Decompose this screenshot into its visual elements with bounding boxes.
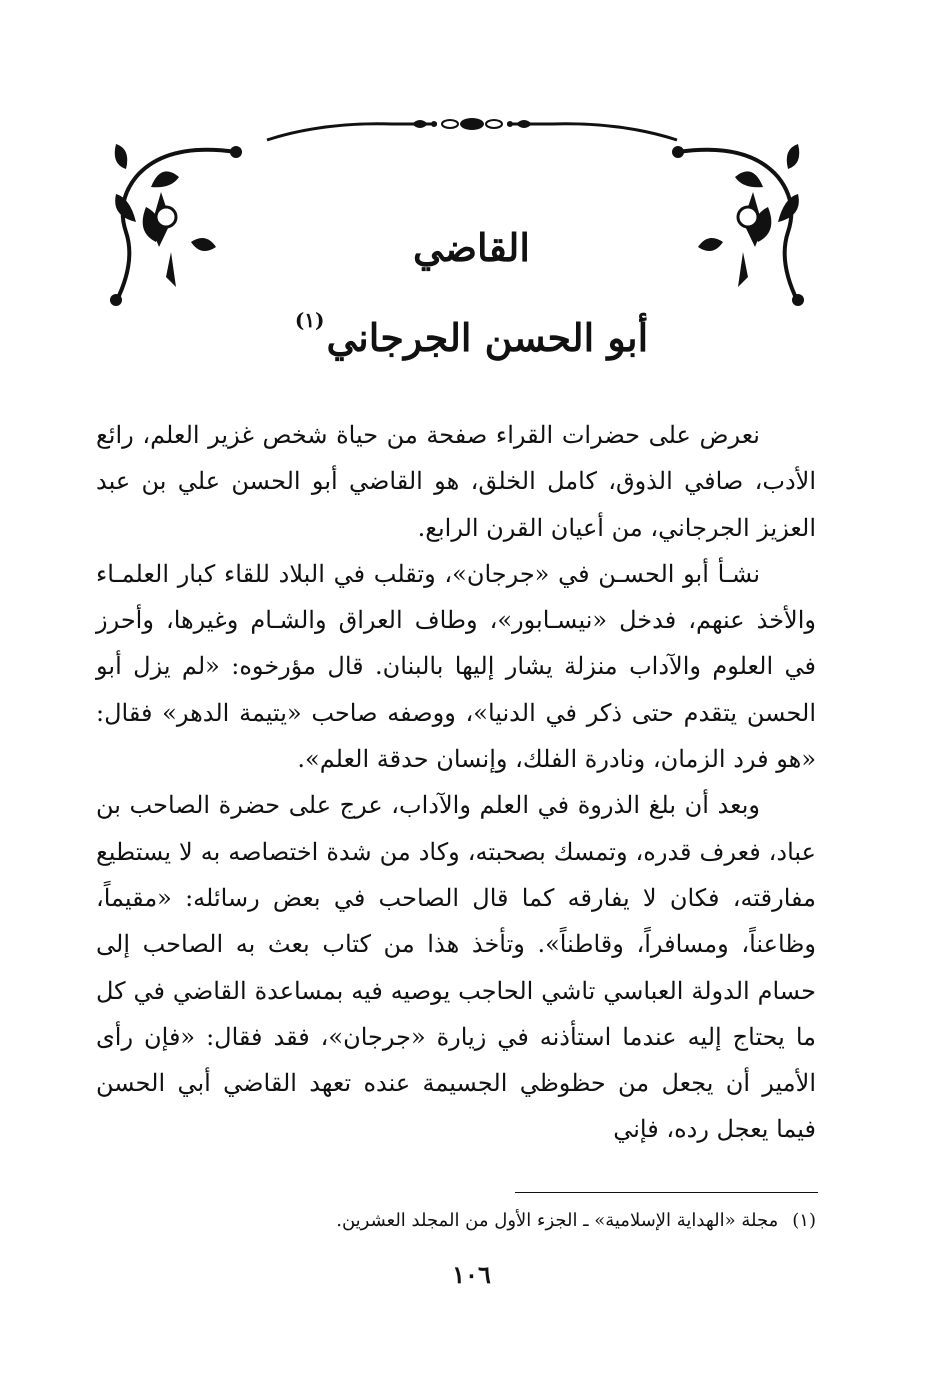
footnote-separator (515, 1192, 818, 1193)
title-line-1: القاضي (413, 225, 530, 270)
paragraph-2: نشـأ أبو الحسـن في «جرجان»، وتقلب في البلاد للقاء كبار العلمـاء والأخذ عنهم، فدخل «نيسـابور»، وطاف العراق والشـام وغيرها، وأحرز في العلوم والآداب منزلة يشار إليها بالبنان. قال مؤرخوه: «لم يزل أبو الحسن يتقدم حتى ذكر في الدنيا»، ووصفه صاحب «يتيمة الدهر» فقال: «هو فرد الزمان، ونادرة الفلك، وإنسان حدقة العلم». (96, 559, 816, 774)
footnote-mark: (١) (792, 1210, 816, 1231)
title-footnote-ref: (١) (294, 308, 325, 332)
title-line-2-text: أبو الحسن الجرجاني (326, 315, 649, 360)
footnote-text: مجلة «الهداية الإسلامية» ـ الجزء الأول من المجلد العشرين. (336, 1210, 779, 1231)
body-text (96, 412, 816, 1153)
chapter-title (200, 218, 743, 368)
paragraph-1: نعرض على حضرات القراء صفحة من حياة شخص غزير العلم، رائع الأدب، صافي الذوق، كامل الخلق، هو القاضي أبو الحسن علي بن عبد العزيز الجرجاني، من أعيان القرن الرابع. (96, 421, 816, 542)
title-line-2 (200, 290, 743, 368)
paragraph-3: وبعد أن بلغ الذروة في العلم والآداب، عرج على حضرة الصاحب بن عباد، فعرف قدره، وتمسك بصحبته، وكاد من شدة اختصاصه به لا يستطيع مفارقته، فكان لا يفارقه كما قال الصاحب في بعض رسائله: «مقيماً، وظاعناً، ومسافراً، وقاطناً». وتأخذ هذا من كتاب بعث به الصاحب إلى حسام الدولة العباسي تاشي الحاجب يوصيه فيه بمساعدة القاضي في كل ما يحتاج إليه عندما استأذنه في زيارة «جرجان»، فقد فقال: «فإن رأى الأمير أن يجعل من حظوظي الجسيمة عنده تعهد القاضي أبي الحسن فيما يعجل رده، فإني (96, 791, 816, 1144)
top-ornament-divider (262, 112, 682, 152)
footnote (200, 1206, 816, 1236)
page-number: ١٠٦ (452, 1260, 491, 1289)
